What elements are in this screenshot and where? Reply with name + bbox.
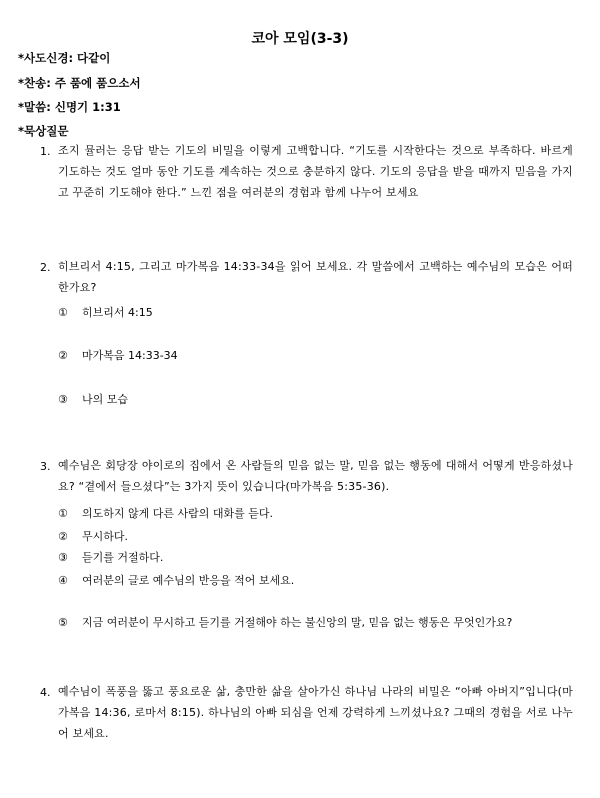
- item-text: 듣기를 거절하다.: [82, 551, 164, 564]
- item-text: 히브리서 4:15: [82, 306, 153, 319]
- question-2-number: 2.: [40, 261, 51, 274]
- page-title: 코아 모임(3-3): [251, 31, 349, 47]
- question-3-item-5: [58, 614, 512, 630]
- item-text: 나의 모습: [82, 393, 129, 406]
- question-4-number: 4.: [40, 686, 51, 699]
- item-mark: ③: [58, 393, 68, 406]
- question-4-text: 예수님이 폭풍을 뚫고 풍요로운 삶, 충만한 삶을 살아가신 하나님 나라의 비밀은 “아빠 아버지”입니다(마가복음 14:36, 로마서 8:15). 하나님의 아빠 되심을 언제 강력하게 느끼셨나요? 그때의 경험을 서로 나누어 보세요.: [58, 685, 573, 740]
- item-mark: ③: [58, 551, 68, 564]
- question-3-item-2: [58, 528, 128, 544]
- question-3-item-1: [58, 505, 273, 521]
- questions-heading: *묵상질문: [18, 124, 69, 138]
- item-mark: ①: [58, 306, 68, 319]
- question-1-number: 1.: [40, 145, 51, 158]
- question-3-item-3: [58, 549, 163, 565]
- item-mark: ⑤: [58, 616, 68, 629]
- question-2-item-1: [58, 304, 153, 320]
- creed-line: *사도신경: 다같이: [18, 51, 111, 65]
- item-text: 마가복음 14:33-34: [82, 349, 178, 362]
- question-2-item-2: [58, 347, 178, 363]
- item-mark: ②: [58, 349, 68, 362]
- scripture-line: *말씀: 신명기 1:31: [18, 100, 121, 114]
- item-text: 지금 여러분이 무시하고 듣기를 거절해야 하는 불신앙의 말, 믿음 없는 행동은 무엇인가요?: [82, 616, 513, 629]
- item-text: 여러분의 글로 예수님의 반응을 적어 보세요.: [82, 574, 295, 587]
- question-3-number: 3.: [40, 460, 51, 473]
- question-3-item-4: [58, 572, 294, 588]
- item-mark: ①: [58, 507, 68, 520]
- hymn-line: *찬송: 주 품에 품으소서: [18, 76, 141, 90]
- item-text: 의도하지 않게 다른 사람의 대화를 듣다.: [82, 507, 273, 520]
- question-2-item-3: [58, 391, 128, 407]
- question-1-text: 조지 뮬러는 응답 받는 기도의 비밀을 이렇게 고백합니다. “기도를 시작한다는 것으로 부족하다. 바르게 기도하는 것도 얼마 동안 기도를 계속하는 것으로 충분하지 않다. 기도의 응답을 받을 때까지 믿음을 가지고 꾸준히 기도해야 한다.” 느낀 점을 여러분의 경험과 함께 나누어 보세요: [58, 144, 573, 199]
- question-3-text: 예수님은 회당장 야이로의 집에서 온 사람들의 믿음 없는 말, 믿음 없는 행동에 대해서 어떻게 반응하셨나요? “곁에서 들으셨다”는 3가지 뜻이 있습니다(마가복음 5:35-36).: [58, 459, 573, 493]
- item-text: 무시하다.: [82, 530, 129, 543]
- item-mark: ②: [58, 530, 68, 543]
- item-mark: ④: [58, 574, 68, 587]
- question-2-text: 히브리서 4:15, 그리고 마가복음 14:33-34을 읽어 보세요. 각 말씀에서 고백하는 예수님의 모습은 어떠한가요?: [58, 260, 573, 294]
